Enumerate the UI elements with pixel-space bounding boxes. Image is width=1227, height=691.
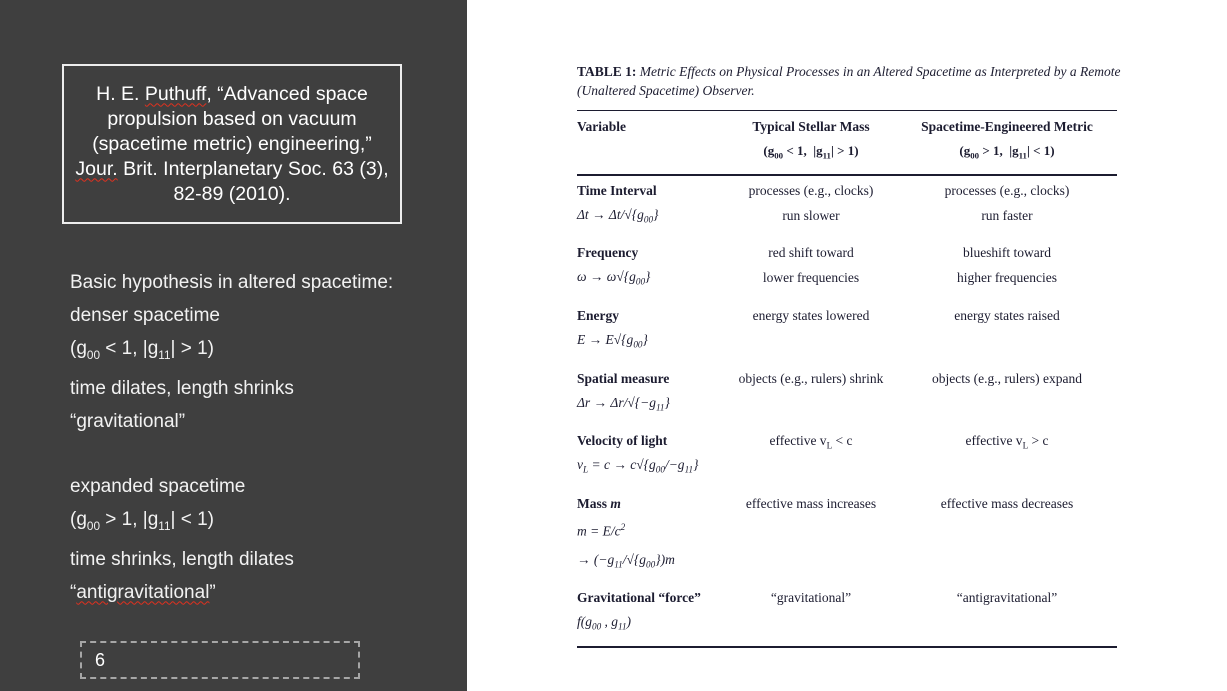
table-row [577,489,1117,583]
cell-text: run slower [782,207,840,223]
variable-formula: $\Delta r \to \Delta r/√\{-g_{11}\}$ [577,394,670,413]
column-header-title: Spacetime-Engineered Metric [921,119,1093,134]
variable-formula: $f(g_{00}$ , $g_{11}$) [577,614,632,632]
variable-cell [577,489,725,583]
table-panel [467,0,1227,691]
stellar-cell [725,175,897,239]
table-row [577,364,1117,427]
cell-text: objects (e.g., rulers) shrink [738,370,884,386]
metric-effects-table-wrap [577,110,1117,648]
variable-label: Gravitational “force” [577,590,701,606]
cell-text: processes (e.g., clocks) [748,182,874,198]
table-caption [577,62,1125,100]
citation-part: H. E. [96,82,145,105]
column-header-variable: Variable [577,111,725,175]
engineered-cell [897,364,1117,427]
table-row [577,175,1117,239]
hypothesis-line: denser spacetime [70,305,220,326]
table-header-row [577,111,1117,175]
column-header-title: Typical Stellar Mass [752,119,870,134]
slide-number: 6 [95,649,106,670]
citation-part: Brit. Interplanetary Soc. 63 (3), 82-89 (2010). [117,157,389,205]
variable-cell [577,426,725,489]
cell-text: energy states lowered [752,307,870,323]
cell-text: effective mass decreases [940,496,1074,512]
engineered-cell [897,301,1117,364]
variable-label: Frequency [577,245,639,261]
engineered-cell [897,175,1117,239]
cell-text: “gravitational” [770,590,852,606]
variable-formula: $\Delta t \to \Delta t/√\{g_{00}\}$ [577,206,659,225]
stellar-cell [725,426,897,489]
left-dark-panel [0,0,467,691]
cell-text: effective $v_L > c$ [965,433,1049,452]
cell-text: lower frequencies [762,270,860,286]
metric-effects-table [577,110,1117,648]
hypothesis-line: “gravitational” [70,410,186,432]
quote-mark: “ [70,581,77,603]
citation-part: , “Advanced space propulsion based on vacuum (spacetime metric) engineering,” [92,82,372,155]
engineered-cell [897,426,1117,489]
table-row [577,426,1117,489]
variable-formula: → $(-g_{11}/√\{g_{00}\})m$ [577,551,675,570]
stellar-cell [725,583,897,647]
citation-box [62,64,402,224]
variable-formula: $E \to E√\{g_{00}\}$ [577,331,648,350]
engineered-cell [897,238,1117,301]
variable-label: Energy [577,307,619,323]
column-header-engineered [897,111,1117,175]
variable-cell [577,583,725,647]
engineered-cell [897,583,1117,647]
table-row [577,583,1117,647]
variable-cell [577,175,725,239]
cell-text: effective $v_L < c$ [769,433,853,452]
column-header-metric-condition: ($g_{00} < 1$, $|g_{11}| > 1$) [763,143,859,161]
variable-cell [577,301,725,364]
table-row [577,301,1117,364]
hypothesis-line: time dilates, length shrinks [70,377,294,399]
hypothesis-line: time shrinks, length dilates [70,548,294,570]
stellar-cell [725,301,897,364]
cell-text: higher frequencies [956,270,1058,286]
cell-text: blueshift toward [962,245,1052,261]
engineered-cell [897,489,1117,583]
slide-number-placeholder [80,641,360,679]
variable-cell [577,364,725,427]
table-caption-text: Metric Effects on Physical Processes in an Altered Spacetime as Interpreted by a Remote (Unaltered Spacetime) Observer. [577,64,1121,98]
hypothesis-metric-condition: ($g_{00} > 1$, $|g_{11}| < 1$) [70,508,214,533]
variable-formula: $m = E/c^2$ [577,522,626,539]
cell-text: objects (e.g., rulers) expand [932,370,1082,386]
variable-label: Time Interval [577,182,657,198]
stellar-cell [725,489,897,583]
misspelled-word: Puthuff [144,82,207,105]
misspelled-word: Jour. [75,157,118,180]
column-header-metric-condition: ($g_{00} > 1$, $|g_{11}| < 1$) [959,143,1055,161]
variable-formula: $\omega \to \omega√\{g_{00}\}$ [577,269,651,287]
cell-text: red shift toward [768,245,854,261]
variable-label: Spatial measure [577,370,670,386]
hypothesis-line [70,576,450,609]
cell-text: effective mass increases [745,496,877,512]
stellar-cell [725,238,897,301]
variable-formula: $v_L = c \to c√\{g_{00}/-g_{11}\}$ [577,457,699,476]
cell-text: energy states raised [954,307,1060,323]
cell-text: run faster [981,207,1033,223]
cell-text: “antigravitational” [956,590,1058,606]
hypothesis-line: Basic hypothesis in altered spacetime: [70,272,394,293]
hypothesis-text-block [70,266,450,609]
variable-cell [577,238,725,301]
misspelled-word: antigravitational [76,581,210,603]
hypothesis-line: expanded spacetime [70,475,246,497]
variable-label: Mass m [577,496,621,512]
table-row [577,238,1117,301]
stellar-cell [725,364,897,427]
column-header-stellar [725,111,897,175]
citation-text [74,82,390,207]
cell-text: processes (e.g., clocks) [944,182,1070,198]
table-caption-label: TABLE 1: [577,64,637,79]
variable-label: Velocity of light [577,433,668,449]
quote-mark: ” [209,581,216,603]
hypothesis-metric-condition: ($g_{00} < 1$, $|g_{11}| > 1$) [70,338,214,362]
